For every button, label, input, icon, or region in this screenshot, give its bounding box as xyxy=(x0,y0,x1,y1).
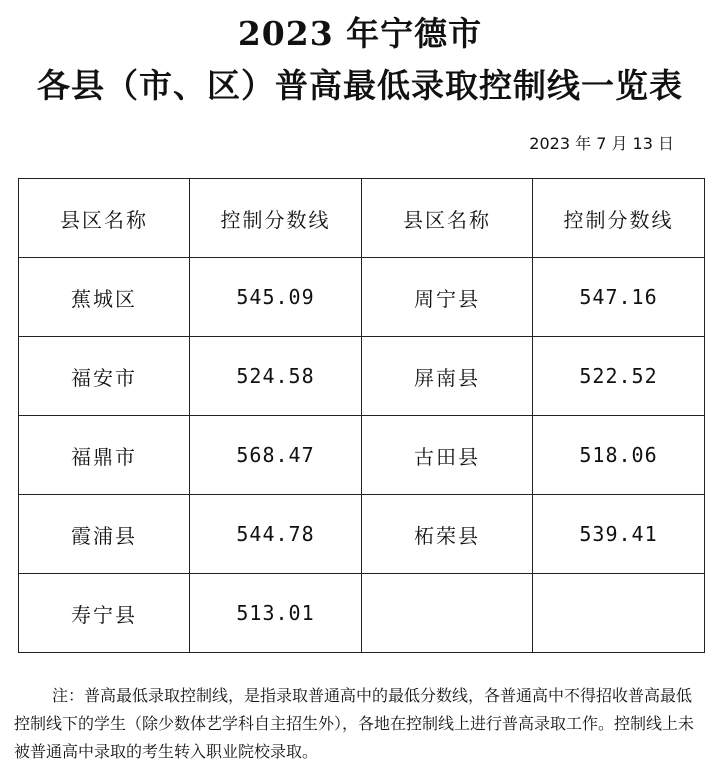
table-header-row xyxy=(19,179,705,258)
county-name-cell: 福鼎市 xyxy=(19,416,190,495)
score-cell: 544.78 xyxy=(190,495,362,574)
footnote xyxy=(14,682,704,766)
score-table xyxy=(18,178,705,653)
county-name-cell: 霞浦县 xyxy=(19,495,190,574)
table-header-cell: 控制分数线 xyxy=(190,179,362,258)
score-cell: 518.06 xyxy=(533,416,705,495)
county-name-cell: 屏南县 xyxy=(362,337,533,416)
county-name-cell: 蕉城区 xyxy=(19,258,190,337)
score-cell: 513.01 xyxy=(190,574,362,653)
table-header-cell: 县区名称 xyxy=(19,179,190,258)
score-cell: 545.09 xyxy=(190,258,362,337)
county-name-cell: 周宁县 xyxy=(362,258,533,337)
score-cell: 547.16 xyxy=(533,258,705,337)
score-cell xyxy=(533,574,705,653)
table-row xyxy=(19,258,705,337)
page-subtitle: 各县（市、区）普高最低录取控制线一览表 xyxy=(37,66,683,105)
county-name-cell: 福安市 xyxy=(19,337,190,416)
score-cell: 539.41 xyxy=(533,495,705,574)
county-name-cell xyxy=(362,574,533,653)
table-header-cell: 控制分数线 xyxy=(533,179,705,258)
county-name-cell: 古田县 xyxy=(362,416,533,495)
table-header-cell: 县区名称 xyxy=(362,179,533,258)
table-row xyxy=(19,416,705,495)
score-cell: 524.58 xyxy=(190,337,362,416)
page-title: 2023 年宁德市 xyxy=(237,14,483,53)
score-cell: 568.47 xyxy=(190,416,362,495)
table-row xyxy=(19,574,705,653)
score-cell: 522.52 xyxy=(533,337,705,416)
footnote-text: 注：普高最低录取控制线，是指录取普通高中的最低分数线，各普通高中不得招收普高最低控制线下的学生（除少数体艺学科自主招生外），各地在控制线上进行普高录取工作。控制线上未被普通高中录取的考生转入职业院校录取。 xyxy=(14,686,695,761)
county-name-cell: 寿宁县 xyxy=(19,574,190,653)
table-row xyxy=(19,495,705,574)
document-date: 2023 年 7 月 13 日 xyxy=(529,134,674,153)
county-name-cell: 柘荣县 xyxy=(362,495,533,574)
table-row xyxy=(19,337,705,416)
